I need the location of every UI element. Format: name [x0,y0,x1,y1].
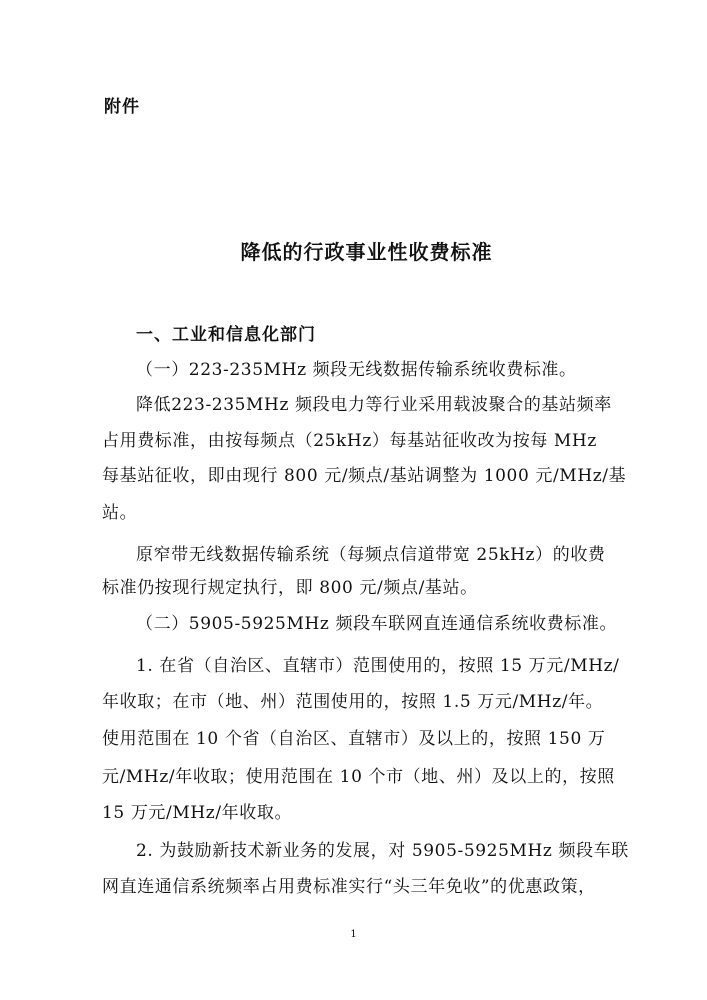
page-number: 1 [350,929,357,940]
document-title: 降低的行政事业性收费标准 [240,240,493,264]
paragraph-line: 原窄带无线数据传输系统（每频点信道带宽 25kHz）的收费 [136,545,606,565]
paragraph-line: 年收取；在市（地、州）范围使用的，按照 1.5 万元/MHz/年。 [102,692,604,712]
subsection-heading-5905-5925mhz: （二）5905-5925MHz 频段车联网直连通信系统收费标准。 [136,614,618,634]
paragraph-line: 站。 [102,503,138,523]
attachment-label: 附件 [104,97,140,117]
paragraph-line: 元/MHz/年收取；使用范围在 10 个市（地、州）及以上的，按照 [102,767,615,787]
paragraph-line: 占用费标准，由按每频点（25kHz）每基站征收改为按每 MHz [102,431,597,451]
paragraph-line: 标准仍按现行规定执行，即 800 元/频点/基站。 [102,578,478,598]
paragraph-line: 降低223-235MHz 频段电力等行业采用载波聚合的基站频率 [136,395,612,415]
section-heading-industry-it: 一、工业和信息化部门 [136,325,316,345]
paragraph-line: 网直连通信系统频率占用费标准实行“头三年免收”的优惠政策， [102,877,596,897]
paragraph-line: 2. 为鼓励新技术新业务的发展，对 5905-5925MHz 频段车联 [136,841,629,861]
paragraph-line: 15 万元/MHz/年收取。 [102,803,293,823]
subsection-heading-223-235mhz: （一）223-235MHz 频段无线数据传输系统收费标准。 [136,360,577,380]
paragraph-line: 1. 在省（自治区、直辖市）范围使用的，按照 15 万元/MHz/ [136,656,620,676]
paragraph-line: 每基站征收，即由现行 800 元/频点/基站调整为 1000 元/MHz/基 [102,466,627,486]
paragraph-line: 使用范围在 10 个省（自治区、直辖市）及以上的，按照 150 万 [102,729,606,749]
